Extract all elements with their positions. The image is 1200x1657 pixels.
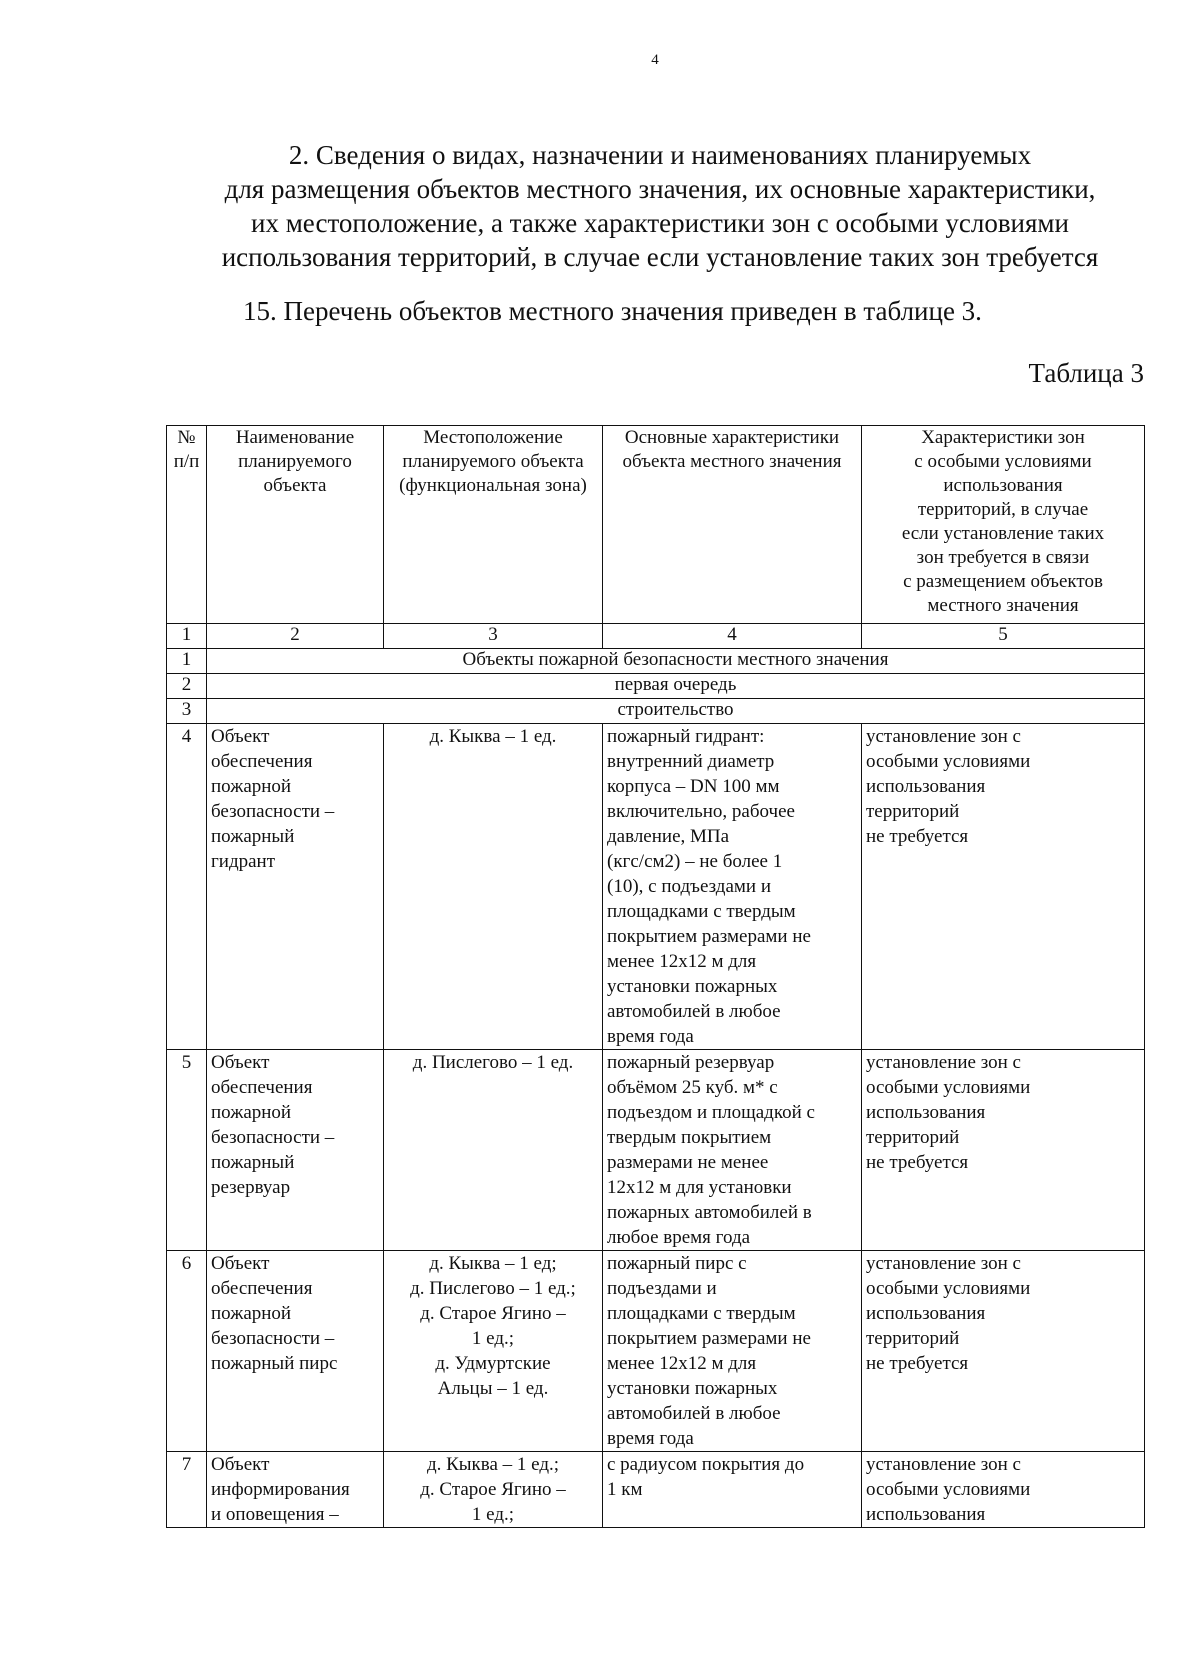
object-location: д. Кыква – 1 ед.; д. Старое Ягино – 1 ед.; (384, 1452, 603, 1528)
table-row (167, 1050, 1145, 1251)
column-number: 3 (384, 624, 603, 649)
object-characteristics: пожарный резервуар объёмом 25 куб. м* с подъездом и площадкой с твердым покрытием размерами не менее 12х12 м для установки пожарных автомобилей в любое время года (603, 1050, 862, 1251)
zone-characteristics: установление зон с особыми условиями использования территорий не требуется (862, 1251, 1145, 1452)
band-text: первая очередь (207, 674, 1145, 699)
object-name: Объект обеспечения пожарной безопасности – пожарный гидрант (207, 724, 384, 1050)
row-number: 2 (167, 674, 207, 699)
zone-characteristics: установление зон с особыми условиями использования территорий не требуется (862, 1050, 1145, 1251)
column-number: 1 (167, 624, 207, 649)
object-characteristics: пожарный гидрант: внутренний диаметр корпуса – DN 100 мм включительно, рабочее давление, МПа (кгс/см2) – не более 1 (10), с подъездами и площадками с твердым покрытием размерами не менее 12х12 м для установки пожарных автомобилей в любое время года (603, 724, 862, 1050)
header-object-name: Наименование планируемого объекта (207, 426, 384, 624)
table-caption: Таблица 3 (1028, 358, 1144, 388)
object-location: д. Пислегово – 1 ед. (384, 1050, 603, 1251)
object-name: Объект обеспечения пожарной безопасности – пожарный пирс (207, 1251, 384, 1452)
table-row (167, 724, 1145, 1050)
object-characteristics: с радиусом покрытия до 1 км (603, 1452, 862, 1528)
band-row (167, 649, 1145, 674)
object-location: д. Кыква – 1 ед. (384, 724, 603, 1050)
section-title-line: использования территорий, в случае если установление таких зон требуется (221, 242, 1099, 272)
column-number: 2 (207, 624, 384, 649)
column-number: 5 (862, 624, 1145, 649)
list-paragraph: 15. Перечень объектов местного значения приведен в таблице 3. (243, 296, 982, 326)
section-title-line: их местоположение, а также характеристики зон с особыми условиями (251, 208, 1069, 238)
column-number: 4 (603, 624, 862, 649)
section-title (180, 138, 1140, 274)
table-row (167, 1251, 1145, 1452)
section-title-line: 2. Сведения о видах, назначении и наименованиях планируемых (288, 140, 1032, 170)
row-number: 6 (167, 1251, 207, 1452)
header-location: Местоположение планируемого объекта (функциональная зона) (384, 426, 603, 624)
row-number: 4 (167, 724, 207, 1050)
band-text: Объекты пожарной безопасности местного значения (207, 649, 1145, 674)
row-number: 7 (167, 1452, 207, 1528)
header-characteristics: Основные характеристики объекта местного значения (603, 426, 862, 624)
row-number: 3 (167, 699, 207, 724)
row-number: 1 (167, 649, 207, 674)
table-row (167, 1452, 1145, 1528)
object-characteristics: пожарный пирс с подъездами и площадками с твердым покрытием размерами не менее 12х12 м для установки пожарных автомобилей в любое время года (603, 1251, 862, 1452)
header-zone-characteristics: Характеристики зон с особыми условиями использования территорий, в случае если установление таких зон требуется в связи с размещением объектов местного значения (862, 426, 1145, 624)
table-header-row (167, 426, 1145, 624)
object-name: Объект обеспечения пожарной безопасности – пожарный резервуар (207, 1050, 384, 1251)
band-row (167, 674, 1145, 699)
band-text: строительство (207, 699, 1145, 724)
page-number: 4 (651, 52, 659, 68)
object-location: д. Кыква – 1 ед; д. Пислегово – 1 ед.; д. Старое Ягино – 1 ед.; д. Удмуртские Альцы – 1 ед. (384, 1251, 603, 1452)
zone-characteristics: установление зон с особыми условиями использования (862, 1452, 1145, 1528)
header-number: № п/п (167, 426, 207, 624)
object-name: Объект информирования и оповещения – (207, 1452, 384, 1528)
column-numbers-row (167, 624, 1145, 649)
row-number: 5 (167, 1050, 207, 1251)
band-row (167, 699, 1145, 724)
objects-table (166, 425, 1145, 1528)
section-title-line: для размещения объектов местного значения, их основные характеристики, (224, 174, 1096, 204)
zone-characteristics: установление зон с особыми условиями использования территорий не требуется (862, 724, 1145, 1050)
